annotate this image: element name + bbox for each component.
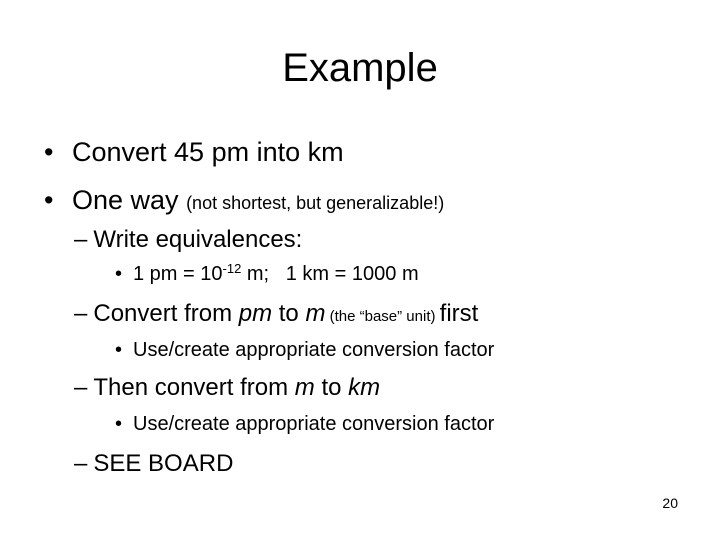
subbullet-see-board [74,449,233,479]
text-part3: first [439,300,479,327]
bullet-marker: • [115,263,123,285]
subsubbullet-conversion-factor-1 [115,337,494,363]
dash-marker: – [74,374,88,401]
subbullet-write-equivalences [74,225,302,255]
bullet-one-way [44,183,444,220]
subbullet-text: SEE BOARD [93,450,234,477]
equivalence-part1: 1 pm = 10 [133,263,223,285]
subbullet-convert-m-to-km [74,373,380,403]
bullet-note: (not shortest, but generalizable!) [186,193,445,213]
subbullet-text: Write equivalences: [93,226,303,253]
unit-m: m [305,300,326,327]
unit-pm: pm [238,300,273,327]
dash-marker: – [74,300,88,327]
bullet-text: Use/create appropriate conversion factor [133,413,495,435]
bullet-marker: • [115,339,123,361]
text-part2: to [314,374,349,401]
subsubbullet-conversion-factor-2 [115,411,494,437]
subbullet-convert-pm-to-m [74,299,478,332]
equivalence-part2: m; 1 km = 1000 m [241,263,419,285]
page-number: 20 [662,495,678,511]
slide-title: Example [282,46,438,90]
subsubbullet-equivalences [115,261,419,287]
unit-m: m [294,374,315,401]
bullet-text: Convert 45 pm into km [72,137,344,167]
dash-marker: – [74,226,88,253]
equivalence-exponent: -12 [222,261,242,276]
bullet-text: One way [72,185,187,215]
dash-marker: – [74,450,88,477]
bullet-marker: • [115,413,123,435]
unit-km: km [348,374,381,401]
text-part2: to [272,300,306,327]
text-part1: Then convert from [93,374,295,401]
bullet-convert-45pm [44,135,344,169]
bullet-text: Use/create appropriate conversion factor [133,339,495,361]
bullet-marker: • [44,185,54,215]
bullet-marker: • [44,137,54,167]
base-unit-note: (the “base” unit) [325,308,440,325]
text-part1: Convert from [93,300,239,327]
